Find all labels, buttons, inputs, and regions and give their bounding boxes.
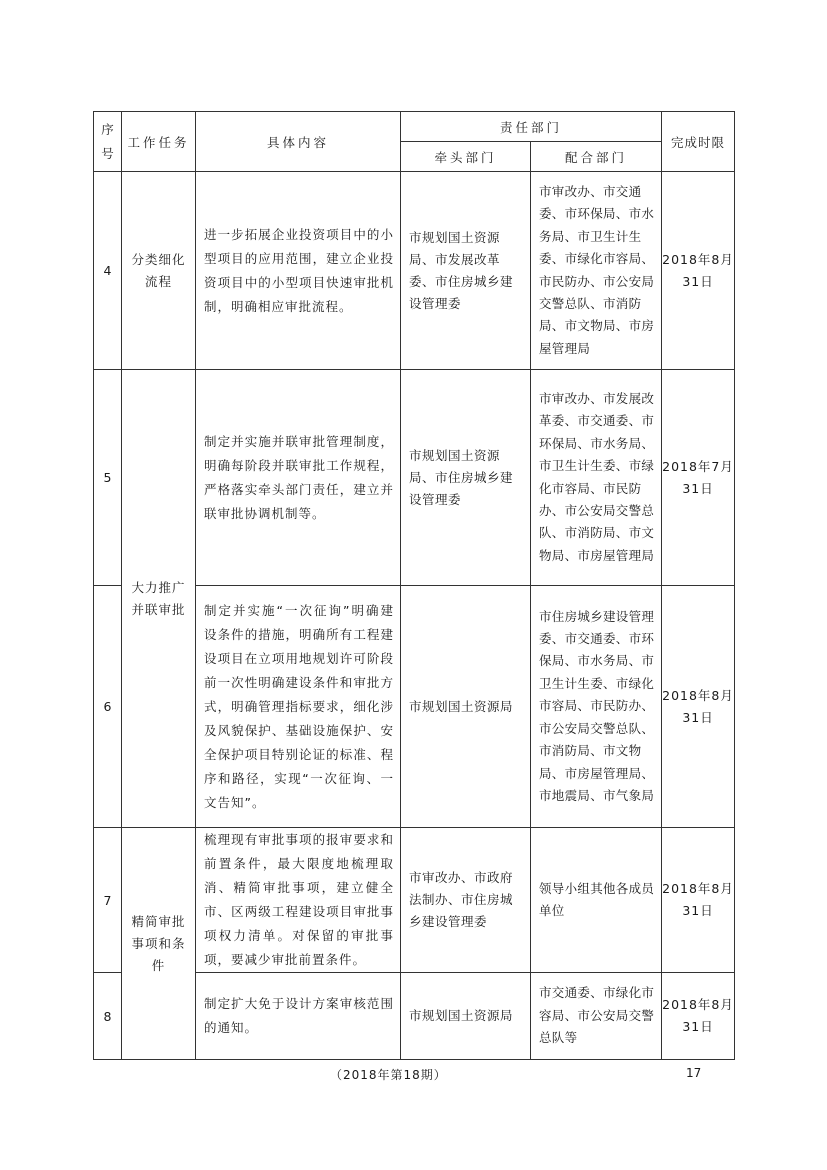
row-number: 5 xyxy=(94,370,122,586)
table-row xyxy=(94,828,735,973)
assist-department: 领导小组其他各成员单位 xyxy=(531,828,662,973)
header-responsible: 责任部门 xyxy=(401,112,662,142)
deadline: 2018年8月31日 xyxy=(662,586,735,828)
lead-department: 市审改办、市政府法制办、市住房城乡建设管理委 xyxy=(401,828,531,973)
lead-department: 市规划国土资源局、市发展改革委、市住房城乡建设管理委 xyxy=(401,172,531,370)
deadline: 2018年8月31日 xyxy=(662,973,735,1060)
deadline: 2018年8月31日 xyxy=(662,172,735,370)
task-content: 制定扩大免于设计方案审核范围的通知。 xyxy=(196,973,401,1060)
deadline: 2018年7月31日 xyxy=(662,370,735,586)
header-content: 具体内容 xyxy=(196,112,401,172)
header-deadline: 完成时限 xyxy=(662,112,735,172)
row-number: 4 xyxy=(94,172,122,370)
row-number: 8 xyxy=(94,973,122,1060)
table-row xyxy=(94,172,735,370)
header-assist: 配合部门 xyxy=(531,142,662,172)
row-number: 7 xyxy=(94,828,122,973)
lead-department: 市规划国土资源局 xyxy=(401,973,531,1060)
page-number: 17 xyxy=(686,1066,702,1080)
row-number: 6 xyxy=(94,586,122,828)
assist-department: 市审改办、市交通委、市环保局、市水务局、市卫生计生委、市绿化市容局、市民防办、市公安局交警总队、市消防局、市文物局、市房屋管理局 xyxy=(531,172,662,370)
assist-department: 市住房城乡建设管理委、市交通委、市环保局、市水务局、市卫生计生委、市绿化市容局、市民防办、市公安局交警总队、市消防局、市文物局、市房屋管理局、市地震局、市气象局 xyxy=(531,586,662,828)
task-name: 精简审批事项和条件 xyxy=(122,828,196,1060)
table-header xyxy=(94,112,735,172)
assist-department: 市交通委、市绿化市容局、市公安局交警总队等 xyxy=(531,973,662,1060)
task-content: 制定并实施“一次征询”明确建设条件的措施，明确所有工程建设项目在立项用地规划许可阶段前一次性明确建设条件和审批方式，明确管理指标要求，细化涉及风貌保护、基础设施保护、安全保护项目特别论证的标准、程序和路径，实现“一次征询、一文告知”。 xyxy=(196,586,401,828)
header-no: 序号 xyxy=(94,112,122,172)
lead-department: 市规划国土资源局 xyxy=(401,586,531,828)
task-content: 进一步拓展企业投资项目中的小型项目的应用范围，建立企业投资项目中的小型项目快速审批机制，明确相应审批流程。 xyxy=(196,172,401,370)
table-row xyxy=(94,370,735,586)
task-name: 大力推广并联审批 xyxy=(122,370,196,828)
issue-label: （2018年第18期） xyxy=(330,1068,447,1082)
tasks-table xyxy=(93,111,735,1060)
header-task: 工作任务 xyxy=(122,112,196,172)
task-content: 制定并实施并联审批管理制度，明确每阶段并联审批工作规程，严格落实牵头部门责任，建立并联审批协调机制等。 xyxy=(196,370,401,586)
assist-department: 市审改办、市发展改革委、市交通委、市环保局、市水务局、市卫生计生委、市绿化市容局、市民防办、市公安局交警总队、市消防局、市文物局、市房屋管理局 xyxy=(531,370,662,586)
task-content: 梳理现有审批事项的报审要求和前置条件，最大限度地梳理取消、精简审批事项，建立健全市、区两级工程建设项目审批事项权力清单。对保留的审批事项，要减少审批前置条件。 xyxy=(196,828,401,973)
header-lead: 牵头部门 xyxy=(401,142,531,172)
task-name: 分类细化流程 xyxy=(122,172,196,370)
deadline: 2018年8月31日 xyxy=(662,828,735,973)
lead-department: 市规划国土资源局、市住房城乡建设管理委 xyxy=(401,370,531,586)
